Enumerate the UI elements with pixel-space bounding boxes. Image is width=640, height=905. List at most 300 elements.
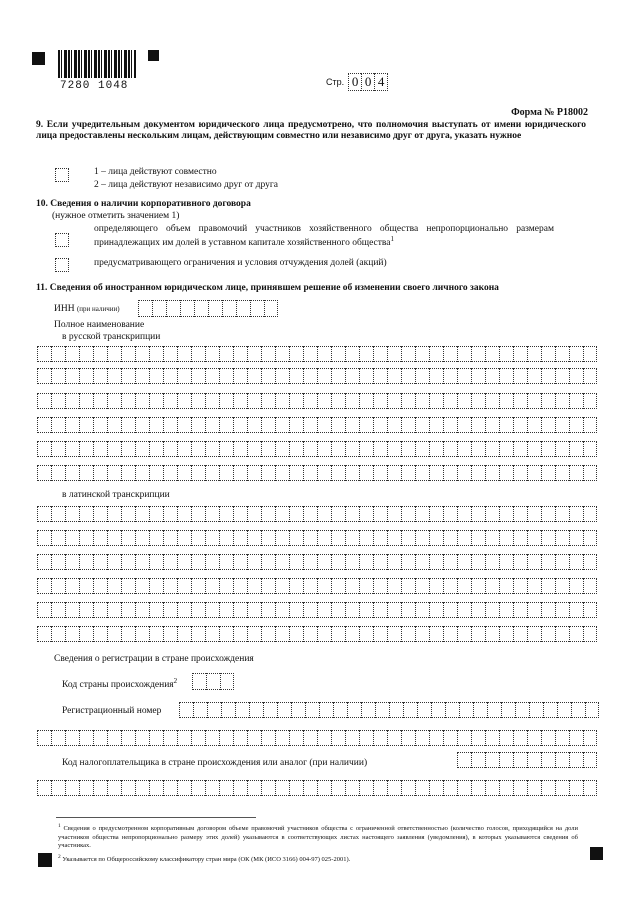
char-cell[interactable] <box>205 368 219 384</box>
char-cell[interactable] <box>345 465 359 481</box>
char-cell[interactable] <box>541 346 555 362</box>
char-cell[interactable] <box>163 393 177 409</box>
char-cell[interactable] <box>331 530 345 546</box>
char-cell[interactable] <box>149 393 163 409</box>
char-cell[interactable] <box>331 441 345 457</box>
char-cell[interactable] <box>303 346 317 362</box>
char-cell[interactable] <box>275 554 289 570</box>
char-cell[interactable] <box>569 441 583 457</box>
char-cell[interactable] <box>373 554 387 570</box>
char-cell[interactable] <box>205 506 219 522</box>
char-cell[interactable] <box>457 752 471 768</box>
char-cell[interactable] <box>205 578 219 594</box>
char-cell[interactable] <box>275 417 289 433</box>
char-cell[interactable] <box>177 554 191 570</box>
char-cell[interactable] <box>275 441 289 457</box>
latin-name-input-row[interactable] <box>37 506 597 522</box>
char-cell[interactable] <box>513 417 527 433</box>
char-cell[interactable] <box>219 368 233 384</box>
char-cell[interactable] <box>403 702 417 718</box>
char-cell[interactable] <box>473 702 487 718</box>
char-cell[interactable] <box>205 780 219 796</box>
char-cell[interactable] <box>177 602 191 618</box>
char-cell[interactable] <box>443 441 457 457</box>
country-code-input[interactable] <box>192 673 234 690</box>
char-cell[interactable] <box>457 578 471 594</box>
char-cell[interactable] <box>359 417 373 433</box>
char-cell[interactable] <box>219 346 233 362</box>
char-cell[interactable] <box>569 730 583 746</box>
char-cell[interactable] <box>485 465 499 481</box>
char-cell[interactable] <box>163 506 177 522</box>
char-cell[interactable] <box>219 417 233 433</box>
char-cell[interactable] <box>37 554 51 570</box>
char-cell[interactable] <box>331 578 345 594</box>
char-cell[interactable] <box>275 393 289 409</box>
char-cell[interactable] <box>149 441 163 457</box>
char-cell[interactable] <box>485 626 499 642</box>
char-cell[interactable] <box>569 393 583 409</box>
char-cell[interactable] <box>51 506 65 522</box>
char-cell[interactable] <box>443 730 457 746</box>
char-cell[interactable] <box>149 530 163 546</box>
char-cell[interactable] <box>485 346 499 362</box>
char-cell[interactable] <box>485 441 499 457</box>
char-cell[interactable] <box>107 530 121 546</box>
char-cell[interactable] <box>65 368 79 384</box>
char-cell[interactable] <box>135 465 149 481</box>
char-cell[interactable] <box>205 626 219 642</box>
char-cell[interactable] <box>121 602 135 618</box>
char-cell[interactable] <box>221 702 235 718</box>
char-cell[interactable] <box>387 780 401 796</box>
char-cell[interactable] <box>303 780 317 796</box>
char-cell[interactable] <box>205 346 219 362</box>
char-cell[interactable] <box>79 506 93 522</box>
char-cell[interactable] <box>219 602 233 618</box>
char-cell[interactable] <box>429 393 443 409</box>
char-cell[interactable] <box>555 780 569 796</box>
char-cell[interactable] <box>345 602 359 618</box>
char-cell[interactable] <box>471 602 485 618</box>
char-cell[interactable] <box>443 602 457 618</box>
char-cell[interactable] <box>250 300 264 317</box>
char-cell[interactable] <box>121 441 135 457</box>
char-cell[interactable] <box>471 780 485 796</box>
char-cell[interactable] <box>359 554 373 570</box>
char-cell[interactable] <box>513 780 527 796</box>
char-cell[interactable] <box>485 730 499 746</box>
char-cell[interactable] <box>359 506 373 522</box>
char-cell[interactable] <box>471 417 485 433</box>
char-cell[interactable] <box>401 368 415 384</box>
char-cell[interactable] <box>401 602 415 618</box>
char-cell[interactable] <box>333 702 347 718</box>
char-cell[interactable] <box>135 554 149 570</box>
char-cell[interactable] <box>205 530 219 546</box>
char-cell[interactable] <box>275 530 289 546</box>
char-cell[interactable] <box>65 417 79 433</box>
char-cell[interactable] <box>555 578 569 594</box>
char-cell[interactable] <box>79 393 93 409</box>
char-cell[interactable] <box>387 530 401 546</box>
char-cell[interactable] <box>345 393 359 409</box>
char-cell[interactable] <box>555 368 569 384</box>
char-cell[interactable] <box>527 602 541 618</box>
char-cell[interactable] <box>107 346 121 362</box>
char-cell[interactable] <box>65 441 79 457</box>
char-cell[interactable] <box>261 554 275 570</box>
char-cell[interactable] <box>37 346 51 362</box>
char-cell[interactable] <box>179 702 193 718</box>
char-cell[interactable] <box>487 702 501 718</box>
char-cell[interactable] <box>471 530 485 546</box>
char-cell[interactable] <box>107 465 121 481</box>
char-cell[interactable] <box>37 417 51 433</box>
char-cell[interactable] <box>541 417 555 433</box>
char-cell[interactable] <box>93 393 107 409</box>
char-cell[interactable] <box>135 530 149 546</box>
char-cell[interactable] <box>51 441 65 457</box>
char-cell[interactable] <box>429 417 443 433</box>
char-cell[interactable] <box>485 602 499 618</box>
char-cell[interactable] <box>485 506 499 522</box>
char-cell[interactable] <box>177 393 191 409</box>
char-cell[interactable] <box>37 465 51 481</box>
char-cell[interactable] <box>571 702 585 718</box>
char-cell[interactable] <box>445 702 459 718</box>
inn-input[interactable] <box>138 300 278 317</box>
char-cell[interactable] <box>79 730 93 746</box>
char-cell[interactable] <box>317 441 331 457</box>
char-cell[interactable] <box>289 530 303 546</box>
char-cell[interactable] <box>191 393 205 409</box>
char-cell[interactable] <box>149 465 163 481</box>
char-cell[interactable] <box>527 506 541 522</box>
char-cell[interactable] <box>51 554 65 570</box>
char-cell[interactable] <box>373 441 387 457</box>
char-cell[interactable] <box>219 506 233 522</box>
char-cell[interactable] <box>191 506 205 522</box>
char-cell[interactable] <box>233 578 247 594</box>
char-cell[interactable] <box>247 417 261 433</box>
char-cell[interactable] <box>361 702 375 718</box>
char-cell[interactable] <box>275 346 289 362</box>
char-cell[interactable] <box>527 626 541 642</box>
char-cell[interactable] <box>317 530 331 546</box>
char-cell[interactable] <box>163 346 177 362</box>
char-cell[interactable] <box>345 554 359 570</box>
char-cell[interactable] <box>135 346 149 362</box>
char-cell[interactable] <box>303 368 317 384</box>
char-cell[interactable] <box>261 530 275 546</box>
char-cell[interactable] <box>373 465 387 481</box>
char-cell[interactable] <box>401 554 415 570</box>
char-cell[interactable] <box>261 780 275 796</box>
char-cell[interactable] <box>289 506 303 522</box>
char-cell[interactable] <box>569 602 583 618</box>
reg-number-input-row[interactable] <box>179 702 599 718</box>
char-cell[interactable] <box>513 506 527 522</box>
char-cell[interactable] <box>499 393 513 409</box>
char-cell[interactable] <box>429 368 443 384</box>
char-cell[interactable] <box>345 368 359 384</box>
char-cell[interactable] <box>163 417 177 433</box>
section9-checkbox[interactable] <box>55 168 69 182</box>
char-cell[interactable] <box>247 530 261 546</box>
char-cell[interactable] <box>541 530 555 546</box>
char-cell[interactable] <box>247 780 261 796</box>
char-cell[interactable] <box>345 441 359 457</box>
char-cell[interactable] <box>387 506 401 522</box>
char-cell[interactable] <box>79 441 93 457</box>
char-cell[interactable] <box>373 506 387 522</box>
char-cell[interactable] <box>247 506 261 522</box>
char-cell[interactable] <box>317 465 331 481</box>
char-cell[interactable] <box>205 417 219 433</box>
char-cell[interactable] <box>541 602 555 618</box>
char-cell[interactable] <box>303 530 317 546</box>
char-cell[interactable] <box>429 626 443 642</box>
char-cell[interactable] <box>401 441 415 457</box>
char-cell[interactable] <box>135 602 149 618</box>
char-cell[interactable] <box>303 554 317 570</box>
char-cell[interactable] <box>375 702 389 718</box>
char-cell[interactable] <box>569 465 583 481</box>
char-cell[interactable] <box>457 602 471 618</box>
char-cell[interactable] <box>485 578 499 594</box>
char-cell[interactable] <box>177 530 191 546</box>
char-cell[interactable] <box>163 780 177 796</box>
char-cell[interactable] <box>415 441 429 457</box>
char-cell[interactable] <box>443 417 457 433</box>
char-cell[interactable] <box>345 506 359 522</box>
char-cell[interactable] <box>247 441 261 457</box>
char-cell[interactable] <box>373 730 387 746</box>
char-cell[interactable] <box>527 578 541 594</box>
char-cell[interactable] <box>93 780 107 796</box>
char-cell[interactable] <box>247 730 261 746</box>
char-cell[interactable] <box>429 578 443 594</box>
char-cell[interactable] <box>345 530 359 546</box>
char-cell[interactable] <box>429 730 443 746</box>
char-cell[interactable] <box>429 441 443 457</box>
char-cell[interactable] <box>205 554 219 570</box>
char-cell[interactable] <box>387 368 401 384</box>
char-cell[interactable] <box>303 626 317 642</box>
char-cell[interactable] <box>471 730 485 746</box>
char-cell[interactable] <box>121 578 135 594</box>
char-cell[interactable] <box>37 368 51 384</box>
char-cell[interactable] <box>233 530 247 546</box>
char-cell[interactable] <box>485 752 499 768</box>
char-cell[interactable] <box>499 530 513 546</box>
char-cell[interactable] <box>236 300 250 317</box>
char-cell[interactable] <box>247 368 261 384</box>
char-cell[interactable] <box>415 602 429 618</box>
char-cell[interactable] <box>93 346 107 362</box>
char-cell[interactable] <box>191 602 205 618</box>
char-cell[interactable] <box>191 368 205 384</box>
char-cell[interactable] <box>373 780 387 796</box>
char-cell[interactable] <box>191 441 205 457</box>
section10-checkbox-2[interactable] <box>55 258 69 272</box>
tax-code-input-row[interactable] <box>457 752 597 768</box>
char-cell[interactable] <box>65 393 79 409</box>
char-cell[interactable] <box>135 441 149 457</box>
char-cell[interactable] <box>303 506 317 522</box>
char-cell[interactable] <box>261 578 275 594</box>
char-cell[interactable] <box>79 602 93 618</box>
char-cell[interactable] <box>289 578 303 594</box>
char-cell[interactable] <box>457 730 471 746</box>
char-cell[interactable] <box>247 346 261 362</box>
char-cell[interactable] <box>541 554 555 570</box>
char-cell[interactable] <box>219 441 233 457</box>
char-cell[interactable] <box>429 554 443 570</box>
char-cell[interactable] <box>555 465 569 481</box>
char-cell[interactable] <box>359 578 373 594</box>
char-cell[interactable] <box>471 752 485 768</box>
char-cell[interactable] <box>249 702 263 718</box>
char-cell[interactable] <box>359 393 373 409</box>
char-cell[interactable] <box>471 554 485 570</box>
char-cell[interactable] <box>485 417 499 433</box>
char-cell[interactable] <box>459 702 473 718</box>
char-cell[interactable] <box>401 578 415 594</box>
char-cell[interactable] <box>317 626 331 642</box>
char-cell[interactable] <box>541 393 555 409</box>
char-cell[interactable] <box>443 506 457 522</box>
char-cell[interactable] <box>569 626 583 642</box>
char-cell[interactable] <box>471 346 485 362</box>
char-cell[interactable] <box>401 530 415 546</box>
char-cell[interactable] <box>513 368 527 384</box>
char-cell[interactable] <box>331 730 345 746</box>
char-cell[interactable] <box>121 346 135 362</box>
char-cell[interactable] <box>415 780 429 796</box>
char-cell[interactable] <box>317 506 331 522</box>
char-cell[interactable] <box>527 465 541 481</box>
char-cell[interactable] <box>555 626 569 642</box>
char-cell[interactable] <box>387 602 401 618</box>
char-cell[interactable] <box>166 300 180 317</box>
char-cell[interactable] <box>555 393 569 409</box>
char-cell[interactable] <box>499 780 513 796</box>
char-cell[interactable] <box>471 626 485 642</box>
char-cell[interactable] <box>443 465 457 481</box>
char-cell[interactable] <box>37 441 51 457</box>
char-cell[interactable] <box>163 465 177 481</box>
char-cell[interactable] <box>457 368 471 384</box>
char-cell[interactable] <box>107 602 121 618</box>
char-cell[interactable] <box>79 780 93 796</box>
char-cell[interactable] <box>513 578 527 594</box>
char-cell[interactable] <box>359 346 373 362</box>
char-cell[interactable] <box>303 441 317 457</box>
char-cell[interactable] <box>261 441 275 457</box>
char-cell[interactable] <box>431 702 445 718</box>
char-cell[interactable] <box>247 626 261 642</box>
char-cell[interactable] <box>107 506 121 522</box>
char-cell[interactable] <box>275 368 289 384</box>
char-cell[interactable] <box>583 530 597 546</box>
char-cell[interactable] <box>191 554 205 570</box>
char-cell[interactable] <box>191 346 205 362</box>
char-cell[interactable] <box>429 506 443 522</box>
char-cell[interactable] <box>331 417 345 433</box>
char-cell[interactable] <box>583 417 597 433</box>
char-cell[interactable] <box>415 417 429 433</box>
char-cell[interactable] <box>233 602 247 618</box>
char-cell[interactable] <box>163 441 177 457</box>
char-cell[interactable] <box>499 368 513 384</box>
section10-checkbox-1[interactable] <box>55 233 69 247</box>
char-cell[interactable] <box>317 346 331 362</box>
char-cell[interactable] <box>359 441 373 457</box>
char-cell[interactable] <box>345 417 359 433</box>
char-cell[interactable] <box>527 346 541 362</box>
char-cell[interactable] <box>191 780 205 796</box>
char-cell[interactable] <box>583 626 597 642</box>
char-cell[interactable] <box>499 554 513 570</box>
char-cell[interactable] <box>457 346 471 362</box>
char-cell[interactable] <box>429 780 443 796</box>
char-cell[interactable] <box>583 346 597 362</box>
char-cell[interactable] <box>415 393 429 409</box>
latin-name-input-row[interactable] <box>37 554 597 570</box>
char-cell[interactable] <box>205 602 219 618</box>
char-cell[interactable] <box>191 465 205 481</box>
char-cell[interactable] <box>107 578 121 594</box>
char-cell[interactable] <box>191 578 205 594</box>
char-cell[interactable] <box>527 393 541 409</box>
char-cell[interactable] <box>233 465 247 481</box>
char-cell[interactable] <box>191 626 205 642</box>
char-cell[interactable] <box>555 554 569 570</box>
char-cell[interactable] <box>583 554 597 570</box>
char-cell[interactable] <box>457 626 471 642</box>
char-cell[interactable] <box>541 506 555 522</box>
char-cell[interactable] <box>541 578 555 594</box>
char-cell[interactable] <box>513 752 527 768</box>
char-cell[interactable] <box>401 346 415 362</box>
char-cell[interactable] <box>191 730 205 746</box>
char-cell[interactable] <box>569 530 583 546</box>
char-cell[interactable] <box>401 730 415 746</box>
char-cell[interactable] <box>93 441 107 457</box>
char-cell[interactable] <box>121 730 135 746</box>
char-cell[interactable] <box>317 368 331 384</box>
char-cell[interactable] <box>555 417 569 433</box>
char-cell[interactable] <box>163 554 177 570</box>
char-cell[interactable] <box>79 346 93 362</box>
char-cell[interactable] <box>51 465 65 481</box>
char-cell[interactable] <box>583 506 597 522</box>
char-cell[interactable] <box>191 530 205 546</box>
char-cell[interactable] <box>205 393 219 409</box>
char-cell[interactable] <box>373 626 387 642</box>
char-cell[interactable] <box>513 393 527 409</box>
char-cell[interactable] <box>541 368 555 384</box>
char-cell[interactable] <box>177 465 191 481</box>
char-cell[interactable] <box>219 465 233 481</box>
char-cell[interactable] <box>233 368 247 384</box>
char-cell[interactable] <box>499 626 513 642</box>
char-cell[interactable] <box>415 506 429 522</box>
char-cell[interactable] <box>541 441 555 457</box>
char-cell[interactable] <box>527 530 541 546</box>
